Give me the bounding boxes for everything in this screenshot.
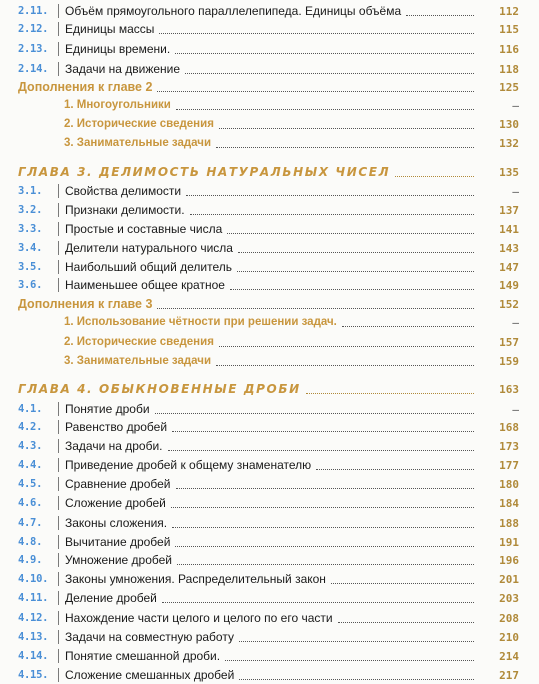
dot-leader <box>157 91 474 92</box>
entry-title-text: 1. Многоугольники <box>64 99 171 111</box>
entry-title-text: Сравнение дробей <box>65 477 171 491</box>
entry-title-text: Единицы массы <box>65 22 155 36</box>
number-divider <box>58 260 59 274</box>
toc-entry[interactable] <box>0 400 539 418</box>
dot-leader <box>306 393 474 394</box>
toc-entry[interactable] <box>0 666 539 684</box>
section-number: 4.12. <box>18 612 49 624</box>
page-number: 188 <box>499 516 519 530</box>
dot-leader <box>331 583 474 584</box>
entry-title-text: Понятие дроби <box>65 402 150 416</box>
section-number: 4.3. <box>18 440 43 452</box>
section-number: 4.11. <box>18 592 49 604</box>
section-number: 2.11. <box>18 5 49 17</box>
entry-title-text: ГЛАВА 3. ДЕЛИМОСТЬ НАТУРАЛЬНЫХ ЧИСЕЛ <box>18 165 391 179</box>
entry-title <box>65 62 477 76</box>
section-number: 4.1. <box>18 403 43 415</box>
toc-entry[interactable] <box>0 533 539 551</box>
dot-leader <box>237 271 474 272</box>
toc-entry[interactable] <box>0 570 539 588</box>
entry-title-text: Задачи на движение <box>65 62 181 76</box>
entry-title-text: 3. Занимательные задачи <box>64 137 212 149</box>
dot-leader <box>159 33 474 34</box>
page-number: 137 <box>499 203 519 217</box>
number-divider <box>58 278 59 292</box>
number-divider <box>58 516 59 530</box>
page-number: 143 <box>499 241 519 255</box>
number-divider <box>58 42 59 56</box>
toc-entry[interactable] <box>0 494 539 512</box>
section-number: 4.4. <box>18 459 43 471</box>
entry-title-text: Умножение дробей <box>65 553 173 567</box>
entry-title-text: Вычитание дробей <box>65 535 171 549</box>
dot-leader <box>185 73 474 74</box>
entry-title <box>65 572 477 586</box>
page-number: 125 <box>499 80 519 94</box>
page-number: 116 <box>499 42 519 56</box>
section-number: 3.3. <box>18 223 43 235</box>
page-number: 177 <box>499 458 519 472</box>
entry-title-text: Деление дробей <box>65 591 157 605</box>
number-divider <box>58 649 59 663</box>
toc-entry[interactable] <box>0 60 539 78</box>
entry-title-text: Равенство дробей <box>65 420 168 434</box>
page-number: — <box>512 98 519 112</box>
entry-title <box>65 591 477 605</box>
dot-leader <box>155 413 474 414</box>
addendum-heading[interactable] <box>0 78 539 96</box>
number-divider <box>58 222 59 236</box>
entry-title-text: Сложение смешанных дробей <box>65 668 235 682</box>
dot-leader <box>216 147 474 148</box>
page-number: — <box>512 184 519 198</box>
page-number: 208 <box>499 611 519 625</box>
dot-leader <box>186 195 474 196</box>
number-divider <box>58 184 59 198</box>
entry-title-text: Простые и составные числа <box>65 222 223 236</box>
page-number: 115 <box>499 22 519 36</box>
entry-title <box>65 260 477 274</box>
page-number: 141 <box>499 222 519 236</box>
page-number: 196 <box>499 553 519 567</box>
entry-title <box>65 516 477 530</box>
entry-title-text: Объём прямоугольного параллелепипеда. Единицы объёма <box>65 4 402 18</box>
number-divider <box>58 496 59 510</box>
dot-leader <box>219 128 474 129</box>
page-number: 184 <box>499 496 519 510</box>
dot-leader <box>219 346 474 347</box>
dot-leader <box>157 308 474 309</box>
entry-title <box>64 137 477 149</box>
toc-entry[interactable] <box>0 628 539 646</box>
page-number: 159 <box>499 354 519 368</box>
entry-title <box>65 203 477 217</box>
page-number: 130 <box>499 117 519 131</box>
page-number: — <box>512 402 519 416</box>
number-divider <box>58 458 59 472</box>
number-divider <box>58 4 59 18</box>
page-number: 135 <box>499 165 519 179</box>
entry-title-text: Единицы времени. <box>65 42 171 56</box>
entry-title-text: Законы умножения. Распределительный закон <box>65 572 326 586</box>
page-number: 201 <box>499 572 519 586</box>
entry-title-text: Делители натурального числа <box>65 241 233 255</box>
entry-title <box>18 80 477 94</box>
entry-title <box>64 99 477 111</box>
dot-leader <box>216 365 474 366</box>
entry-title-text: Признаки делимости. <box>65 203 185 217</box>
page-number: 217 <box>499 668 519 682</box>
section-number: 2.14. <box>18 63 49 75</box>
dot-leader <box>230 289 474 290</box>
entry-title <box>65 222 477 236</box>
page-number: 118 <box>499 62 519 76</box>
section-number: 4.5. <box>18 478 43 490</box>
entry-title <box>65 241 477 255</box>
page-number: 157 <box>499 335 519 349</box>
dot-leader <box>239 679 474 680</box>
section-number: 4.15. <box>18 669 49 681</box>
entry-title <box>65 477 477 491</box>
section-number: 4.7. <box>18 517 43 529</box>
toc-entry[interactable] <box>0 475 539 493</box>
entry-title-text: 2. Исторические сведения <box>64 118 214 130</box>
page-number: 191 <box>499 535 519 549</box>
dot-leader <box>172 431 474 432</box>
toc-entry[interactable] <box>0 609 539 627</box>
entry-title-text: Нахождение части целого и целого по его части <box>65 611 333 625</box>
section-number: 4.14. <box>18 650 49 662</box>
number-divider <box>58 668 59 682</box>
entry-title-text: Наибольший общий делитель <box>65 260 232 274</box>
entry-title <box>64 118 477 130</box>
toc-entry[interactable] <box>0 456 539 474</box>
page-number: 147 <box>499 260 519 274</box>
toc-entry[interactable] <box>0 589 539 607</box>
dot-leader <box>172 527 474 528</box>
entry-title-text: 2. Исторические сведения <box>64 336 214 348</box>
page-number: 173 <box>499 439 519 453</box>
number-divider <box>58 630 59 644</box>
number-divider <box>58 553 59 567</box>
dot-leader <box>176 109 474 110</box>
entry-title-text: Законы сложения. <box>65 516 168 530</box>
page-number: 214 <box>499 649 519 663</box>
entry-title-text: Наименьшее общее кратное <box>65 278 225 292</box>
page-number: 210 <box>499 630 519 644</box>
entry-title <box>18 382 477 396</box>
section-number: 3.2. <box>18 204 43 216</box>
number-divider <box>58 477 59 491</box>
entry-title <box>18 297 477 311</box>
section-number: 4.10. <box>18 573 49 585</box>
toc-entry[interactable] <box>0 418 539 436</box>
toc-entry[interactable] <box>0 182 539 200</box>
entry-title-text: ГЛАВА 4. ОБЫКНОВЕННЫЕ ДРОБИ <box>18 382 301 396</box>
entry-title <box>65 668 477 682</box>
dot-leader <box>227 233 474 234</box>
page-number: 149 <box>499 278 519 292</box>
page-number: 112 <box>499 4 519 18</box>
addendum-item[interactable] <box>0 134 539 152</box>
number-divider <box>58 420 59 434</box>
dot-leader <box>177 564 474 565</box>
entry-title-text: 1. Использование чётности при решении задач. <box>64 316 337 328</box>
number-divider <box>58 535 59 549</box>
toc-entry[interactable] <box>0 437 539 455</box>
entry-title <box>65 553 477 567</box>
addendum-item[interactable] <box>0 313 539 331</box>
entry-title <box>65 458 477 472</box>
entry-title <box>65 402 477 416</box>
entry-title-text: 3. Занимательные задачи <box>64 355 212 367</box>
toc-entry[interactable] <box>0 647 539 665</box>
entry-title <box>65 4 477 18</box>
entry-title <box>65 496 477 510</box>
section-number: 3.1. <box>18 185 43 197</box>
section-number: 4.6. <box>18 497 43 509</box>
entry-title <box>18 165 477 179</box>
number-divider <box>58 22 59 36</box>
toc-entry[interactable] <box>0 2 539 20</box>
entry-title-text: Дополнения к главе 3 <box>18 297 153 311</box>
section-number: 3.6. <box>18 279 43 291</box>
addendum-item[interactable] <box>0 115 539 133</box>
section-number: 4.8. <box>18 536 43 548</box>
section-number: 2.13. <box>18 43 49 55</box>
dot-leader <box>342 326 474 327</box>
page-number: 152 <box>499 297 519 311</box>
toc-entry[interactable] <box>0 258 539 276</box>
dot-leader <box>316 469 474 470</box>
entry-title <box>65 535 477 549</box>
number-divider <box>58 572 59 586</box>
dot-leader <box>175 53 474 54</box>
entry-title <box>65 42 477 56</box>
page-number: 132 <box>499 136 519 150</box>
toc-entry[interactable] <box>0 551 539 569</box>
entry-title-text: Сложение дробей <box>65 496 166 510</box>
page-number: 163 <box>499 382 519 396</box>
page-number: 203 <box>499 591 519 605</box>
dot-leader <box>175 546 474 547</box>
entry-title <box>65 439 477 453</box>
section-number: 4.13. <box>18 631 49 643</box>
entry-title-text: Понятие смешанной дроби. <box>65 649 221 663</box>
number-divider <box>58 62 59 76</box>
entry-title-text: Дополнения к главе 2 <box>18 80 153 94</box>
section-number: 4.2. <box>18 421 43 433</box>
entry-title-text: Задачи на дроби. <box>65 439 163 453</box>
section-number: 3.4. <box>18 242 43 254</box>
toc-entry[interactable] <box>0 220 539 238</box>
entry-title <box>65 184 477 198</box>
entry-title-text: Свойства делимости <box>65 184 182 198</box>
number-divider <box>58 203 59 217</box>
entry-title <box>65 420 477 434</box>
page-number: 168 <box>499 420 519 434</box>
entry-title <box>65 611 477 625</box>
chapter-heading[interactable] <box>0 163 539 181</box>
toc-entry[interactable] <box>0 276 539 294</box>
number-divider <box>58 439 59 453</box>
dot-leader <box>168 450 474 451</box>
number-divider <box>58 402 59 416</box>
number-divider <box>58 591 59 605</box>
toc-entry[interactable] <box>0 239 539 257</box>
dot-leader <box>239 641 474 642</box>
dot-leader <box>395 176 474 177</box>
entry-title-text: Приведение дробей к общему знаменателю <box>65 458 312 472</box>
entry-title-text: Задачи на совместную работу <box>65 630 234 644</box>
addendum-item[interactable] <box>0 96 539 114</box>
addendum-heading[interactable] <box>0 295 539 313</box>
chapter-heading[interactable] <box>0 380 539 398</box>
dot-leader <box>176 488 475 489</box>
toc-entry[interactable] <box>0 514 539 532</box>
section-number: 2.12. <box>18 23 49 35</box>
entry-title <box>64 336 477 348</box>
number-divider <box>58 611 59 625</box>
page-number: 180 <box>499 477 519 491</box>
toc-entry[interactable] <box>0 20 539 38</box>
addendum-item[interactable] <box>0 333 539 351</box>
entry-title <box>65 278 477 292</box>
dot-leader <box>190 214 474 215</box>
toc-entry[interactable] <box>0 40 539 58</box>
entry-title <box>64 355 477 367</box>
dot-leader <box>162 602 474 603</box>
number-divider <box>58 241 59 255</box>
addendum-item[interactable] <box>0 352 539 370</box>
dot-leader <box>225 660 474 661</box>
toc-entry[interactable] <box>0 201 539 219</box>
entry-title <box>65 630 477 644</box>
dot-leader <box>406 15 474 16</box>
section-number: 3.5. <box>18 261 43 273</box>
entry-title <box>64 316 477 328</box>
dot-leader <box>171 507 474 508</box>
section-number: 4.9. <box>18 554 43 566</box>
dot-leader <box>338 622 474 623</box>
page-number: — <box>512 315 519 329</box>
entry-title <box>65 649 477 663</box>
dot-leader <box>238 252 474 253</box>
entry-title <box>65 22 477 36</box>
